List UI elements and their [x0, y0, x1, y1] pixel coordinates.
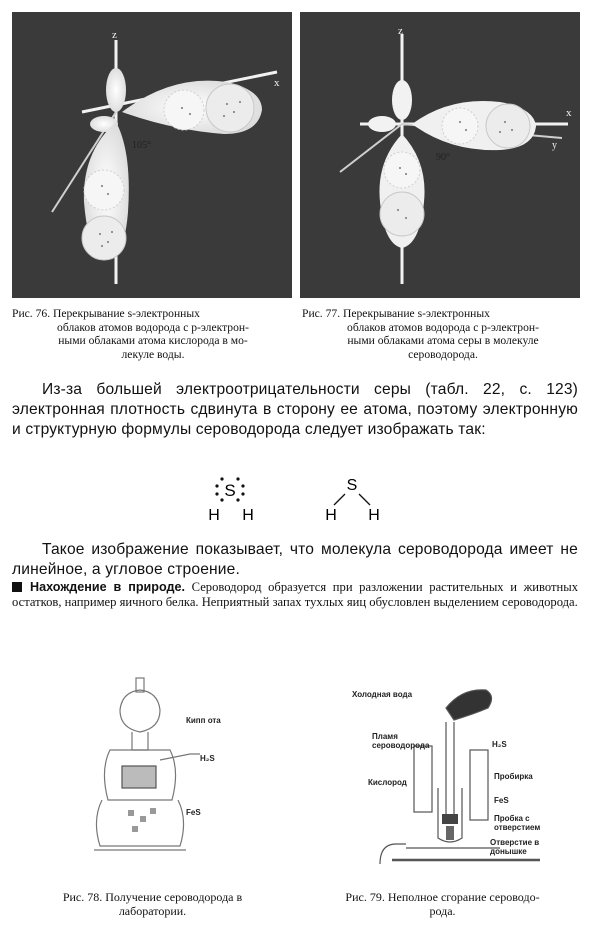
caption-figure-77	[302, 307, 584, 361]
structural-formula	[325, 477, 380, 524]
paragraph-electronegativity: Из-за большей электроотрицательности серы (табл. 22, с. 123) электронная плотность сдвинута в сторону ее атома, поэтому электронную и структурную формулы сероводорода следует изображать так:	[12, 381, 578, 438]
section-headword: Нахождение в природе.	[30, 580, 186, 594]
oxygen-label: Кислород	[368, 778, 407, 787]
caption-line: Рис. 76. Перекрывание s-электронных	[12, 307, 200, 320]
figure-76	[12, 12, 292, 298]
caption-line: Рис. 78. Получение сероводорода в	[62, 890, 243, 904]
section-occurrence-in-nature	[12, 580, 578, 610]
caption-figure-78	[10, 890, 295, 918]
caption-line: лекуле воды.	[121, 347, 185, 361]
test-tube-label: Пробирка	[494, 772, 533, 781]
stopper-label: Пробка с отверстием	[494, 814, 541, 832]
sulfur-symbol: S	[224, 481, 236, 500]
hole-label: Отверстие в донышке	[490, 838, 540, 856]
h2s-label: H₂S	[492, 740, 507, 749]
caption-figure-79	[300, 890, 585, 918]
x-axis-label-77: x	[566, 107, 572, 119]
y-axis-label-77: y	[552, 140, 557, 151]
angle-label-77: 90°	[436, 152, 450, 163]
electronic-formula	[208, 477, 254, 524]
section-marker	[12, 582, 22, 592]
caption-line: облаков атомов водорода с p-электрон-	[347, 320, 539, 334]
caption-figure-76	[12, 307, 294, 361]
caption-line: Рис. 77. Перекрывание s-электронных	[302, 307, 490, 320]
caption-line: сероводорода.	[408, 347, 478, 361]
sulfur-symbol: S	[346, 477, 358, 494]
hydrogen-symbol: H	[242, 507, 254, 524]
z-axis-label-77: z	[398, 25, 403, 37]
angle-label-76: 105°	[132, 140, 151, 151]
orbital-overlap-diagram-76	[12, 12, 292, 298]
kipp-apparatus-drawing	[40, 670, 240, 870]
z-axis-label-76: z	[112, 29, 117, 41]
hydrogen-symbol: H	[368, 507, 380, 524]
caption-line: ными облаками атома кислорода в мо-	[58, 334, 248, 348]
hydrogen-symbol: H	[208, 507, 220, 524]
kipp-label: Кипп ота	[186, 716, 221, 725]
caption-line: ными облаками атома серы в молекуле	[347, 334, 539, 348]
h2s-formulas	[204, 474, 404, 524]
paragraph-angular-structure: Такое изображение показывает, что молекула сероводорода имеет не линейное, а угловое строение.	[12, 541, 578, 578]
flame-label: Пламя сероводорода	[372, 732, 430, 750]
fes-label: FeS	[186, 808, 201, 817]
h2s-label: H₂S	[200, 754, 215, 763]
caption-line: лаборатории.	[118, 904, 187, 918]
caption-line: Рис. 79. Неполное сгорание сероводо-	[345, 890, 540, 904]
figure-79	[350, 668, 550, 872]
cold-water-label: Холодная вода	[352, 690, 413, 699]
fes-label: FeS	[494, 796, 509, 805]
figure-77	[300, 12, 580, 298]
caption-line: рода.	[429, 904, 456, 918]
orbital-overlap-diagram-77	[300, 12, 580, 298]
figure-78	[40, 670, 240, 870]
hydrogen-symbol: H	[325, 507, 337, 524]
caption-line: облаков атомов водорода с p-электрон-	[57, 320, 249, 334]
x-axis-label-76: x	[274, 77, 280, 89]
section-body: Сероводород образуется при разложении растительных и животных остатков, например яичного белка. Неприятный запах тухлых яиц обусловлен выделением сероводорода.	[12, 580, 578, 609]
